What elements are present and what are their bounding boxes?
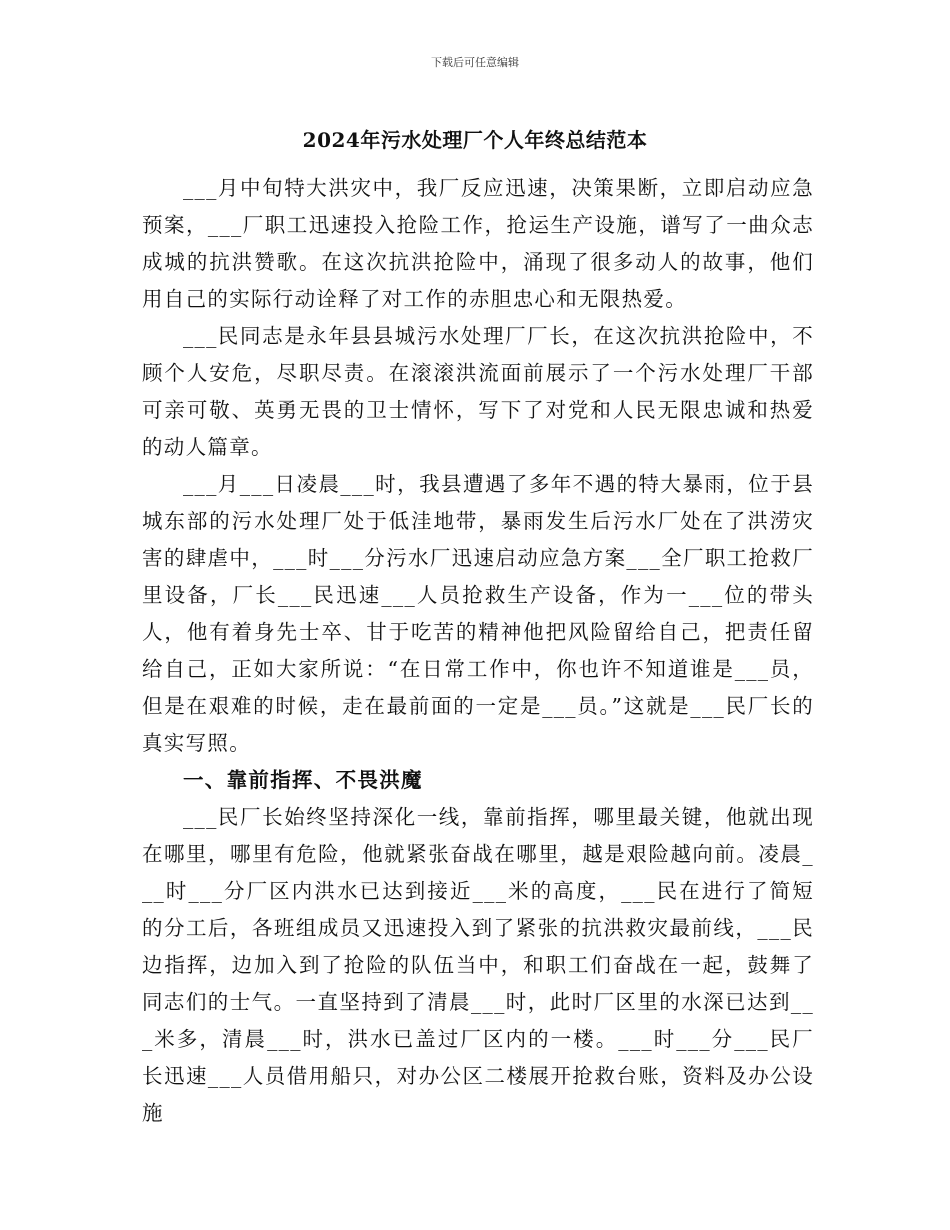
paragraph: ___民同志是永年县县城污水处理厂厂长，在这次抗洪抢险中，不顾个人安危，尽职尽责。在滚滚洪流面前展示了一个污水处理厂干部可亲可敬、英勇无畏的卫士情怀，写下了对党和人民无限忠诚和热爱的动人篇章。 — [142, 324, 814, 459]
paragraph: ___月中旬特大洪灾中，我厂反应迅速，决策果断，立即启动应急预案，___厂职工迅速投入抢险工作，抢运生产设施，谱写了一曲众志成城的抗洪赞歌。在这次抗洪抢险中，涌现了很多动人的故事，他们用自己的实际行动诠释了对工作的赤胆忠心和无限热爱。 — [142, 176, 814, 311]
document-body — [142, 170, 814, 1132]
section-heading: 一、靠前指挥、不畏洪魔 — [183, 768, 423, 792]
document-title: 2024年污水处理厂个人年终总结范本 — [302, 128, 648, 152]
header-note: 下载后可任意编辑 — [431, 56, 519, 69]
paragraph: ___民厂长始终坚持深化一线，靠前指挥，哪里最关键，他就出现在哪里，哪里有危险，他就紧张奋战在哪里，越是艰险越向前。凌晨___时___分厂区内洪水已达到接近___米的高度，___民在进行了简短的分工后，各班组成员又迅速投入到了紧张的抗洪救灾最前线，___民边指挥，边加入到了抢险的队伍当中，和职工们奋战在一起，鼓舞了同志们的士气。一直坚持到了清晨___时，此时厂区里的水深已达到___米多，清晨___时，洪水已盖过厂区内的一楼。___时___分___民厂长迅速___人员借用船只，对办公区二楼展开抢救台账，资料及办公设施 — [142, 805, 814, 1125]
paragraph: ___月___日凌晨___时，我县遭遇了多年不遇的特大暴雨，位于县城东部的污水处理厂处于低洼地带，暴雨发生后污水厂处在了洪涝灾害的肆虐中，___时___分污水厂迅速启动应急方案___全厂职工抢救厂里设备，厂长___民迅速___人员抢救生产设备，作为一___位的带头人，他有着身先士卒、甘于吃苦的精神他把风险留给自己，把责任留给自己，正如大家所说：“在日常工作中，你也许不知道谁是___员，但是在艰难的时候，走在最前面的一定是___员。”这就是___民厂长的真实写照。 — [142, 472, 814, 755]
